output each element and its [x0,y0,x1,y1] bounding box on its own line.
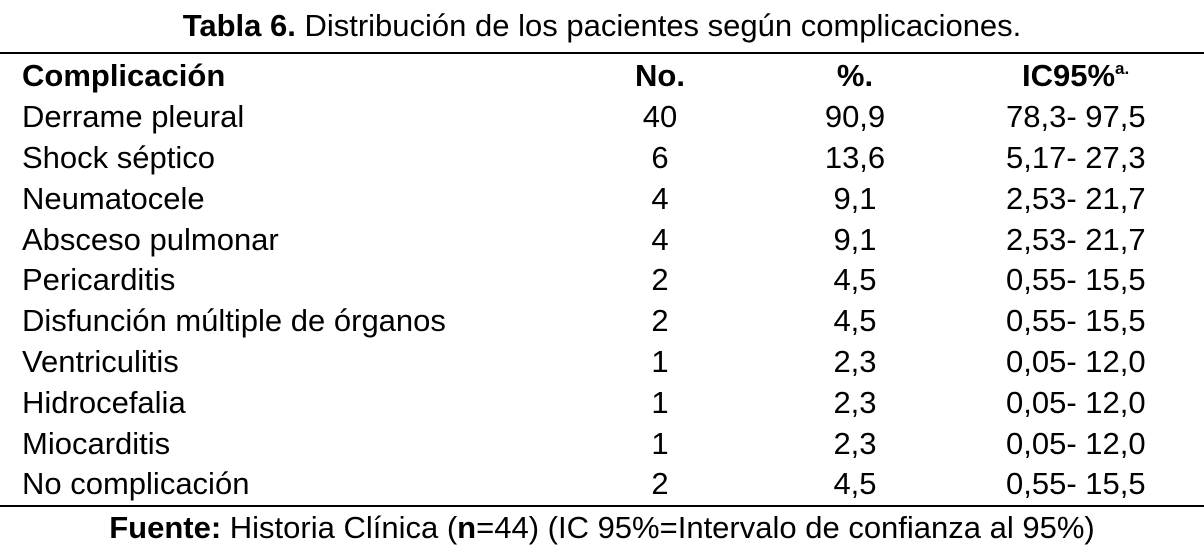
cell-ci: 0,55- 15,5 [1006,466,1146,502]
table-row [0,464,1204,505]
cell-complication: No complicación [22,466,250,502]
cell-ci: 2,53- 21,7 [1006,221,1146,257]
table-body [0,97,1204,505]
cell-ci: 78,3- 97,5 [1006,99,1146,135]
table-row [0,382,1204,423]
cell-ci: 2,53- 21,7 [1006,180,1146,216]
header-ci [970,58,1204,94]
cell-ci: 5,17- 27,3 [1006,139,1146,175]
cell-number: 4 [651,180,669,216]
cell-number: 2 [651,303,669,339]
cell-complication: Pericarditis [22,262,176,298]
cell-complication: Absceso pulmonar [22,221,279,257]
table-footnote [0,508,1204,548]
cell-ci: 0,55- 15,5 [1006,262,1146,298]
caption-text: Distribución de los pacientes según complicaciones. [295,8,1022,43]
cell-number: 40 [642,99,678,135]
footnote-part2: =44) (IC 95%=Intervalo de confianza al 95%) [476,510,1095,545]
cell-number: 1 [651,425,669,461]
cell-number: 1 [651,343,669,379]
cell-complication: Disfunción múltiple de órganos [22,303,446,339]
table-row [0,97,1204,138]
header-percent: %. [836,58,874,94]
cell-percent: 13,6 [824,139,886,175]
table-row [0,138,1204,179]
header-complication: Complicación [22,58,226,94]
cell-complication: Hidrocefalia [22,384,186,420]
complications-table [0,56,1204,505]
cell-ci: 0,05- 12,0 [1006,384,1146,420]
cell-number: 4 [651,221,669,257]
top-rule [0,52,1204,54]
header-ci-label: IC95% [1022,58,1116,94]
cell-number: 6 [651,139,669,175]
cell-percent: 4,5 [833,262,877,298]
table-row [0,219,1204,260]
cell-ci: 0,05- 12,0 [1006,343,1146,379]
cell-percent: 4,5 [833,303,877,339]
cell-percent: 2,3 [833,384,877,420]
table-row [0,423,1204,464]
cell-number: 2 [651,466,669,502]
footnote-n-label: n [457,510,477,545]
table-row [0,301,1204,342]
cell-complication: Ventriculitis [22,343,179,379]
cell-percent: 2,3 [833,343,877,379]
table-row [0,342,1204,383]
cell-percent: 4,5 [833,466,877,502]
cell-percent: 2,3 [833,425,877,461]
cell-number: 2 [651,262,669,298]
cell-complication: Miocarditis [22,425,171,461]
cell-complication: Shock séptico [22,139,215,175]
table-header-row [0,56,1204,97]
cell-ci: 0,05- 12,0 [1006,425,1146,461]
bottom-rule [0,505,1204,507]
footnote-source-label: Fuente: [109,510,222,545]
header-ci-note: a. [1115,59,1130,79]
cell-ci: 0,55- 15,5 [1006,303,1146,339]
table-row [0,260,1204,301]
cell-number: 1 [651,384,669,420]
cell-complication: Neumatocele [22,180,205,216]
header-number: No. [635,58,685,94]
table-row [0,178,1204,219]
cell-percent: 9,1 [833,180,877,216]
cell-percent: 9,1 [833,221,877,257]
table-caption [0,4,1204,48]
caption-label: Tabla 6. [182,8,296,43]
cell-complication: Derrame pleural [22,99,245,135]
cell-percent: 90,9 [824,99,886,135]
footnote-part1: Historia Clínica ( [221,510,458,545]
